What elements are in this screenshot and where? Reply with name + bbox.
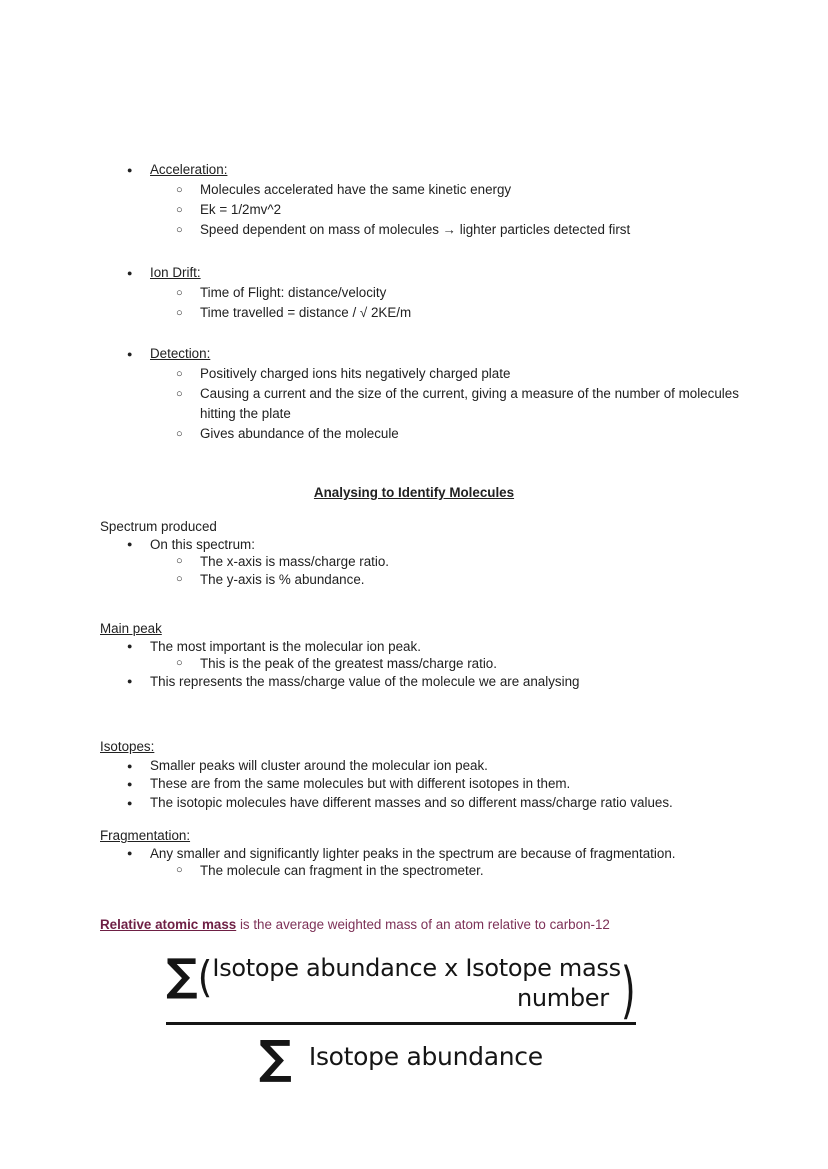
section-main-peak <box>100 620 728 690</box>
note-text: On this spectrum: <box>150 536 255 552</box>
bullet-circle-icon: ○ <box>176 307 183 319</box>
formula-image <box>166 950 636 1082</box>
list-item <box>100 536 728 554</box>
fraction-bar <box>166 1022 636 1025</box>
bullet-disc-icon: ● <box>127 675 133 686</box>
list-item <box>100 638 728 656</box>
list-item <box>100 424 728 444</box>
bullet-disc-icon: ● <box>127 760 133 771</box>
bullet-disc-icon: ● <box>127 847 133 858</box>
bullet-circle-icon: ○ <box>176 428 183 440</box>
bullet-disc-icon: ● <box>127 538 133 549</box>
note-text: The molecule can fragment in the spectrometer. <box>200 863 484 878</box>
list-item <box>100 180 728 200</box>
list-item <box>100 794 728 813</box>
bullet-disc-icon: ● <box>127 268 133 278</box>
section-intro: Spectrum produced <box>100 519 217 534</box>
note-text: The isotopic molecules have different masses and so different mass/charge ratio values. <box>150 794 673 810</box>
bullet-disc-icon: ● <box>127 349 133 359</box>
bullet-circle-icon: ○ <box>176 572 183 585</box>
section-title: Ion Drift: <box>150 265 201 280</box>
note-text: The most important is the molecular ion peak. <box>150 638 421 654</box>
list-item <box>100 553 728 571</box>
list-item <box>100 303 728 323</box>
list-item <box>100 384 742 424</box>
section-fragmentation <box>100 827 728 880</box>
bullet-circle-icon: ○ <box>176 555 183 567</box>
bullet-circle-icon: ○ <box>176 287 183 299</box>
list-item <box>100 673 728 691</box>
bullet-disc-icon: ● <box>127 779 133 789</box>
definition-term: Relative atomic mass <box>100 916 237 932</box>
note-text: The y-axis is % abundance. <box>200 571 365 587</box>
denominator-text: Isotope abundance <box>308 1042 543 1071</box>
list-item <box>100 220 728 240</box>
list-item <box>100 283 728 303</box>
bullet-circle-icon: ○ <box>176 224 183 236</box>
note-text: Smaller peaks will cluster around the molecular ion peak. <box>150 757 488 773</box>
formula-numerator <box>166 949 636 1026</box>
section-title: Acceleration: <box>150 162 228 177</box>
bullet-circle-icon: ○ <box>176 864 183 876</box>
note-text: Time of Flight: distance/velocity <box>200 285 387 300</box>
section-title: Main peak <box>100 621 162 636</box>
section-ion-drift <box>100 263 728 323</box>
list-item <box>100 364 728 384</box>
section-acceleration <box>100 160 728 240</box>
list-item <box>100 571 728 589</box>
note-text: Time travelled = distance / √ 2KE/m <box>200 305 412 320</box>
note-text: Causing a current and the size of the current, giving a measure of the number of molecules hitting the plate <box>200 386 739 421</box>
bullet-circle-icon: ○ <box>176 388 183 400</box>
list-item <box>100 160 728 180</box>
note-text: This is the peak of the greatest mass/charge ratio. <box>200 656 497 671</box>
list-item <box>100 655 728 673</box>
note-text: Speed dependent on mass of molecules → lighter particles detected first <box>200 222 631 237</box>
bullet-disc-icon: ● <box>127 797 133 808</box>
relative-atomic-mass-definition <box>100 915 728 935</box>
list-item <box>100 845 728 863</box>
sigma-symbol: ∑ <box>166 949 198 1001</box>
formula-denominator <box>166 1029 636 1084</box>
list-item <box>100 757 728 776</box>
section-detection <box>100 344 739 444</box>
list-item <box>100 862 728 880</box>
numerator-line1: Isotope abundance x Isotope mass <box>212 953 621 982</box>
section-spectrum <box>100 518 728 588</box>
section-title: Isotopes: <box>100 739 155 754</box>
bullet-disc-icon: ● <box>127 640 133 651</box>
note-text: These are from the same molecules but with different isotopes in them. <box>150 776 571 791</box>
note-text: Ek = 1/2mv^2 <box>200 202 282 217</box>
definition-text: is the average weighted mass of an atom relative to carbon-12 <box>236 916 610 932</box>
numerator-line2: number <box>516 983 609 1012</box>
page-heading: Analysing to Identify Molecules <box>313 485 515 500</box>
list-item <box>100 263 728 283</box>
list-item <box>100 200 728 220</box>
note-text: Positively charged ions hits negatively charged plate <box>200 366 511 381</box>
note-text: The x-axis is mass/charge ratio. <box>200 554 390 569</box>
note-text: This represents the mass/charge value of the molecule we are analysing <box>150 673 580 689</box>
list-item <box>100 344 728 364</box>
close-paren: ) <box>620 954 636 1026</box>
bullet-circle-icon: ○ <box>176 184 183 196</box>
bullet-circle-icon: ○ <box>176 657 183 669</box>
list-item <box>100 775 728 794</box>
section-title: Fragmentation: <box>100 828 191 843</box>
open-paren: ( <box>197 951 213 1002</box>
sigma-symbol: ∑ <box>258 1029 292 1084</box>
note-text: Any smaller and significantly lighter peaks in the spectrum are because of fragmentation. <box>150 845 676 861</box>
bullet-circle-icon: ○ <box>176 204 183 216</box>
numerator-text <box>212 950 620 1013</box>
section-title: Detection: <box>150 346 211 361</box>
bullet-disc-icon: ● <box>127 165 133 175</box>
note-text: Molecules accelerated have the same kinetic energy <box>200 182 512 197</box>
section-isotopes <box>100 738 728 812</box>
bullet-circle-icon: ○ <box>176 368 183 380</box>
note-text: Gives abundance of the molecule <box>200 426 399 441</box>
